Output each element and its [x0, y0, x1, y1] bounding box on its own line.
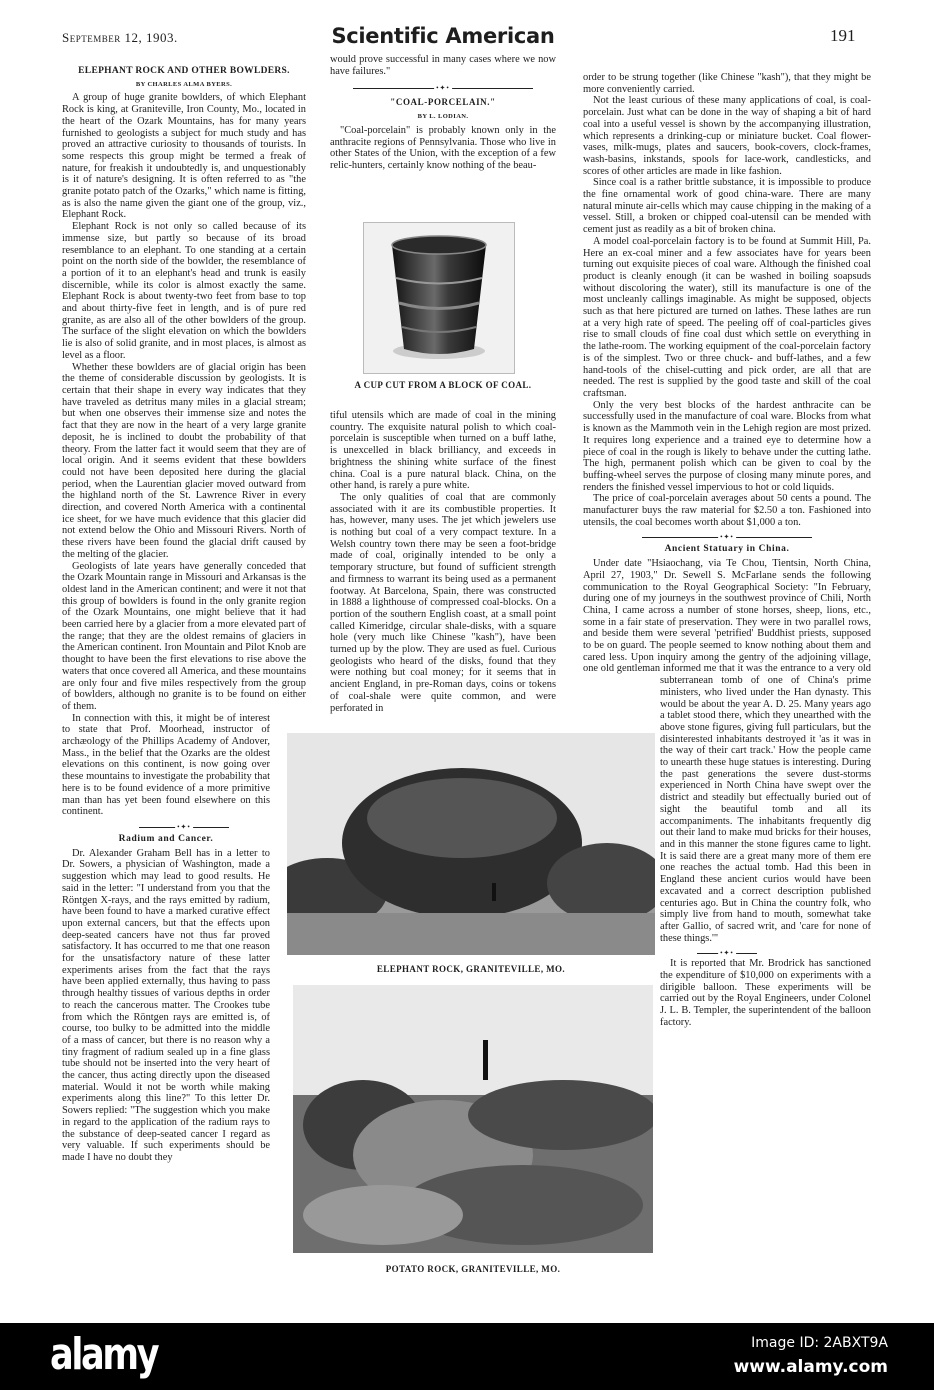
paragraph: would prove successful in many cases where we now have failures."	[330, 54, 556, 77]
issue-date: September 12, 1903.	[62, 30, 178, 45]
masthead: Scientific American	[331, 24, 555, 48]
article-title-elephant-rock: ELEPHANT ROCK AND OTHER BOWLDERS.	[78, 66, 290, 76]
paragraph: tiful utensils which are made of coal in the mining country. The exquisite natural polish to which coal-porcelain is susceptible when turned on a buff lathe, is unexcelled in black brilliancy, and exceeds in brightness the shining white surface of the finest china. Coal is a pure natural black. China, on the other hand, is rarely a pure white.	[330, 410, 556, 492]
section-divider: •✦•	[697, 948, 757, 958]
paragraph: In connection with this, it might be of interest to state that Prof. Moorhead, instructor of archæology of the Phillips Academy of Andover, Mass., in the belief that the Ozarks are the oldest elevations on this continent, is now going over these mountains to investigate the probability that here is to be found evidence of a more primitive man than has yet been found elsewhere on this continent.	[62, 712, 270, 818]
middle-column-lower	[330, 410, 556, 714]
elephant-rock-caption: ELEPHANT ROCK, GRANITEVILLE, MO.	[376, 964, 566, 974]
paragraph: The price of coal-porcelain averages about 50 cents a pound. The manufacturer buys the raw material for $2.50 a ton. Fashioned into utensils, the coal becomes worth about $1,000 a ton.	[583, 493, 871, 528]
article-title-china: Ancient Statuary in China.	[664, 544, 790, 555]
potato-rock-caption: POTATO ROCK, GRANITEVILLE, MO.	[385, 1264, 561, 1274]
article-title-radium: Radium and Cancer.	[118, 834, 214, 844]
paragraph: The only qualities of coal that are commonly associated with it are its combustible properties. It has, however, many uses. The jet which jewelers use is nothing but coal of a very compact texture. In a Welsh country town there may be seen a foot-bridge made of coal, originally intended to be only a temporary structure, but found of sufficient strength and firmness to warrant its being used as a permanent footway. At Barcelona, Spain, there was constructed in 1888 a lighthouse of compressed coal-blocks. On a portion of the southern English coast, at a small point called Kimeridge, circular shale-disks, with a square hole (very much like Chinese "kash"), have been turned up by the plow. They are used as fuel. Curious geologists who heard of the disks, found that they were nothing but coal money; for it seems that in ancient England, in pre-Roman days, coins or tokens of coal-shale were quite common, and were perforated in	[330, 491, 556, 714]
middle-column-top	[330, 54, 556, 172]
alamy-logo: alamy	[50, 1329, 158, 1380]
paragraph: Not the least curious of these many applications of coal, is coal-porcelain. Just what can be done in the way of shaping a bit of hard coal into a useful vessel is shown by the accompanying illustration, which represents a drinking-cup or miniature bucket. Coal flower-vases, milk-mugs, plates and saucers, book-covers, clock-frames, wash-basins, inkstands, spools for lace-work, candlesticks, and scores of other articles are made in like fashion.	[583, 95, 871, 177]
paragraph: A group of huge granite bowlders, of which Elephant Rock is king, at Graniteville, Iron County, Mo., located in the heart of the Ozark Mountains, has for many years furnished to geologists a subject for much study and has proved an attractive curiosity to thousands of tourists. In some respects this group might be termed a freak of nature, for freakish it undoubtedly is, and unquestionably is it of nature's designing. It is often referred to as "the granite potato patch of the Ozarks," which name is fitting, as is also the name given the giant one of the group, viz., Elephant Rock.	[62, 92, 306, 221]
left-column	[62, 66, 306, 1311]
paragraph: Whether these bowlders are of glacial origin has been the theme of considerable discussion by geologists. It is certain that their shape in every way indicates that they have traveled as detritus many miles in a glacial stream; but when one observes their immense size and notes the fact that they are now in the heart of a very large granite deposit, he is inclined to doubt the probability of that theory. From the latter fact it would seem that they are of local origin. And it seems evident that these bowlders could not have been deposited here during the glacial period, when the Laurentian glacier moved outward from the highland north of the St. Lawrence River in every direction, and covered North America with a continental ice sheet, for we have much evidence that this glacier did not extend below the Ohio and Missouri Rivers. North of these rivers have been found the glacial drift caused by the melting of the glacier.	[62, 361, 306, 560]
watermark-banner	[0, 1323, 934, 1390]
paragraph: Geologists of late years have generally conceded that the Ozark Mountain range in Missouri and Arkansas is the oldest land in the American continent; and were it not that this group of bowlders is found in the only granite region of the Ozark Mountains, one might believe that it had been carried here by a glacier from a more elevated part of the range; that they are the oldest remains of glaciers in the American continent. Iron Mountain and Pilot Knob are thought to have been the first elevations to rise above the waters that once covered all America, and these mountains are only four and five miles respectively from the group of bowlders, although no granite is to be found on either of them.	[62, 560, 306, 712]
section-divider: •✦•	[353, 83, 533, 93]
paragraph: Dr. Alexander Graham Bell has in a letter to Dr. Sowers, a physician of Washington, made a suggestion which may lead to good results. He said in the letter: "I understand from you that the Röntgen X-rays, and the rays emitted by radium, have been found to have a marked curative effect upon external cancers, but that the effects upon deep-seated cancers have not thus far proved satisfactory. It has occurred to me that one reason for the unsatisfactory nature of these latter experiments arises from the fact that the rays have been applied externally, thus having to pass through healthy tissues of various depths in order to reach the cancerous matter. The Crookes tube from which the Röntgen rays are emitted is, of course, too bulky to be admitted into the middle of a mass of cancer, but there is no reason why a tiny fragment of radium sealed up in a fine glass tube should not be inserted into the very heart of the cancer, thus acting directly upon the diseased material. Would it not be worth while making experiments along this line?" To this letter Dr. Sowers replied: "The suggestion which you make in regard to the application of the radium rays to the substance of deep-seated cancer I regard as very valuable. If such experiments should be made I have no doubt they	[62, 847, 270, 1163]
paragraph: order to be strung together (like Chinese "kash"), that they might be more conveniently carried.	[583, 72, 871, 95]
right-column	[583, 72, 871, 1312]
article-byline: BY L. LODIAN.	[417, 113, 469, 121]
page-number: 191	[830, 26, 856, 45]
paragraph: Only the very best blocks of the hardest anthracite can be successfully used in the manufacture of coal ware. Blocks from what is known as the Mammoth vein in the Lehigh region are most prized. It requires long experience and a trained eye to determine how a piece of coal in the rough is likely to behave under the cutting lathe. The high, permanent polish which can be given to coal by the buffing-wheel serves the purpose of closing many minute pores, and renders the finished vessel impervious to hot or cold liquids.	[583, 399, 871, 493]
watermark-url: www.alamy.com	[733, 1357, 888, 1377]
image-id: Image ID: 2ABXT9A	[751, 1335, 888, 1351]
paragraph: It is reported that Mr. Brodrick has sanctioned the expenditure of $10,000 on experiments with a dirigible balloon. These experiments will be carried out by the Royal Engineers, under Colonel J. L. B. Templer, the superintendent of the balloon factory.	[660, 958, 871, 1028]
paragraph: Since coal is a rather brittle substance, it is impossible to produce the fine ornamental work of good china-ware. There are many natural minute air-cells which may cause chipping in the making of a vessel. Still, a broken or chipped coal-utensil can be mended with cement just as readily as a bit of broken china.	[583, 177, 871, 236]
paragraph: Under date "Hsiaochang, via Te Chou, Tientsin, North China, April 27, 1903," Dr. Sewell S. McFarlane sends the following communication to the Royal Geographical Society: "In February, during one of my journeys in the southwest province of Chili, North China, I came across a number of stone horses, sheep, lions, etc., some in a fair state of preservation. They were in two parallel rows, and beside them were several 'petrified' Buddhist priests, supposed to be on guard. The people seemed to know nothing about them and cared less. Upon inquiry among the gentry of the adjoining village, one old gentleman informed me that it was the entrance to a very old subterranean tomb of one of China's prime ministers, who lived under the Han dynasty. This would be about the year A. D. 25. Many years ago a tablet stood there, which they unearthed with the above stone figures, giving full particulars, but the disinterested inhabitants destroyed it 'as it was in the way of their cart track.' How the people came to unearth these huge statues is interesting. During the past generations the severe dust-storms experienced in North China have swept over the district and steadily but effectually buried out of sight the beautiful tomb and all its accompaniments. The inhabitants frequently dig out their land to make mud bricks for their houses, and in this manner the stone figures came to light. It is said there are a great many more of them ere one reaches the actual tomb. Had this been in England these ancient curios would have been excavated and a correct description published centuries ago. But in China the country folk, who simply live from hand to mouth, somewhat take after Gallio, of sacred writ, and 'care for none of these things.'"	[583, 558, 871, 944]
paragraph: Elephant Rock is not only so called because of its immense size, but partly so because of its broad resemblance to an elephant. To one standing at a certain point on the north side of the bowlder, the resemblance of a portion of it to an elephant's head and trunk is easily discernible, while its color is almost exactly the same. Elephant Rock is about twenty-two feet from base to top and about thirty-five feet in length, and is of pure red granite, as are also all of the other bowlders of the group. The surface of the slight elevation on which the bowlders lie is also of solid granite, and in most places, is almost as level as a floor.	[62, 221, 306, 361]
coal-cup-photo	[363, 222, 515, 374]
section-divider: •✦•	[642, 532, 812, 542]
cup-caption: A CUP CUT FROM A BLOCK OF COAL.	[354, 380, 532, 390]
paragraph: "Coal-porcelain" is probably known only in the anthracite regions of Pennsylvania. Those who live in other States of the Union, with the exception of a few relic-hunters, certainly know nothing of the beau-	[330, 124, 556, 171]
article-title-coal-porcelain: "COAL-PORCELAIN."	[390, 97, 496, 108]
article-byline: BY CHARLES ALMA BYERS.	[135, 80, 233, 88]
section-divider: •✦•	[139, 822, 229, 832]
paragraph: A model coal-porcelain factory is to be found at Summit Hill, Pa. Here an ex-coal miner and a few associates have for years been turning out exquisite pieces of coal ware. Although the finished coal product is cleanly enough (it can be washed in boiling soapsuds without discoloring the water), still its manufacture is one of the most uncleanly callings imaginable. As might be supposed, objects such as that here pictured are turned on lathes. These lathes are run at a very high rate of speed. The peeling off of coal-particles gives rise to small clouds of fine coal dust which settle on everything in the lathe-room. The working equipment of the coal-porcelain factory is of the simplest. Two or three chuck- and buff-lathes, and a few hand-tools of the chisel-cutting and pick order, are all that are needed. The rest is supplied by the good taste and skill of the coal craftsman.	[583, 235, 871, 399]
